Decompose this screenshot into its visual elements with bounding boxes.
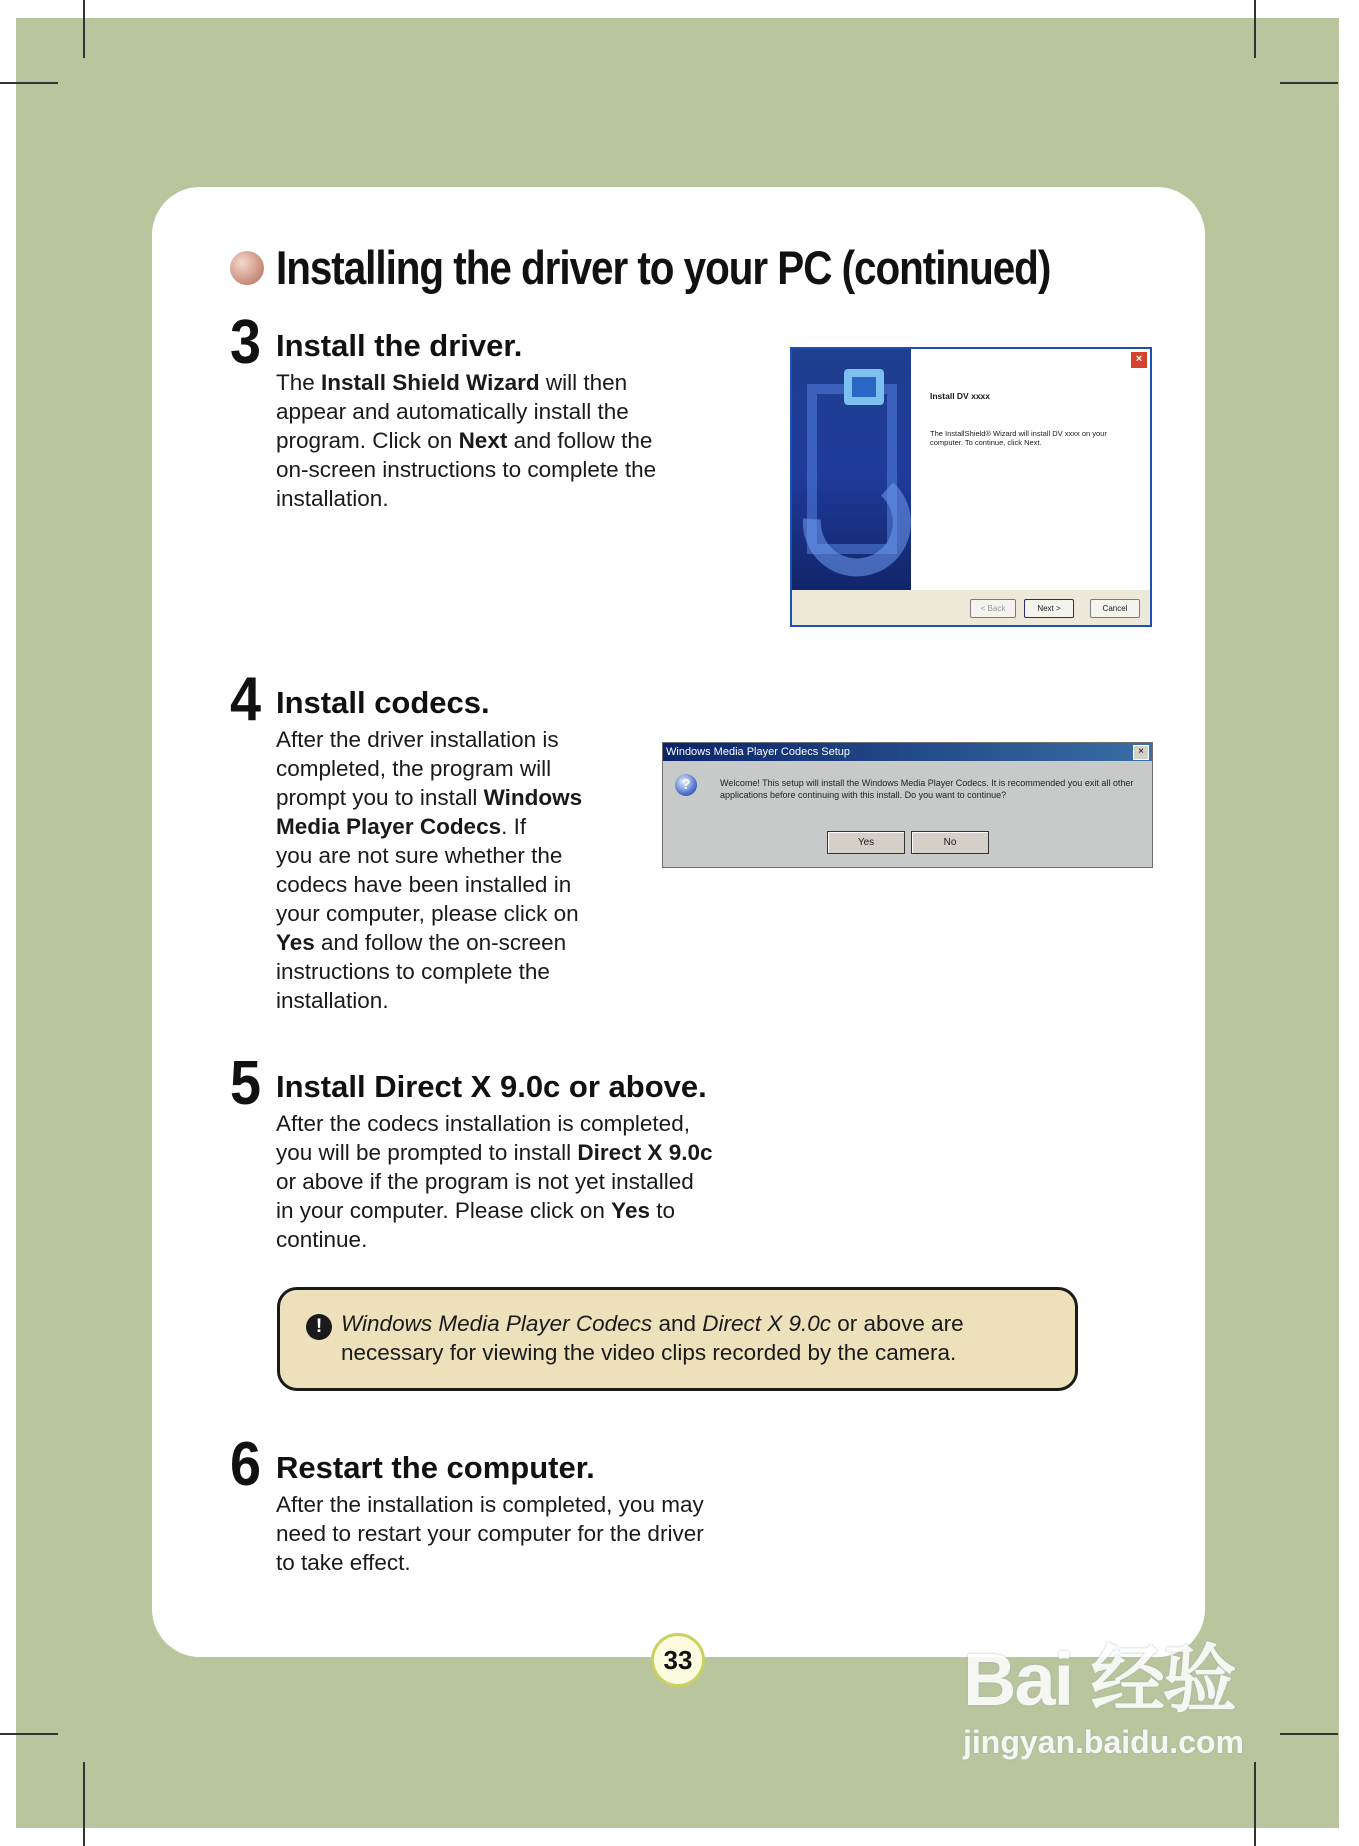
yes-button[interactable]: Yes (827, 831, 905, 854)
close-icon[interactable]: × (1130, 351, 1148, 369)
crop-mark (1280, 1733, 1338, 1735)
back-button[interactable]: < Back (970, 599, 1016, 618)
watermark-brand: Bai 经验 (963, 1638, 1235, 1721)
step-body (276, 368, 656, 513)
dialog-title-bar (663, 743, 1152, 761)
bold-text: Direct X 9.0c (577, 1140, 713, 1165)
body-line: need to restart your computer for the driver (276, 1521, 704, 1546)
step-body (276, 1490, 704, 1577)
crop-mark (83, 1762, 85, 1846)
question-icon: ? (675, 774, 697, 796)
body-line: After the codecs installation is completed, (276, 1111, 690, 1136)
italic-text: Direct X 9.0c (702, 1311, 832, 1336)
step-number: 3 (230, 308, 259, 377)
cancel-button[interactable]: Cancel (1090, 599, 1140, 618)
wizard-content-pane (911, 349, 1150, 590)
bold-text: Windows (483, 785, 583, 810)
wizard-side-graphic (792, 349, 911, 590)
body-line: to take effect. (276, 1550, 411, 1575)
baidu-watermark (963, 1640, 1244, 1761)
install-graphic-icon (792, 349, 911, 590)
step-heading: Install Direct X 9.0c or above. (276, 1069, 707, 1104)
bullet-dot-icon (230, 251, 264, 285)
bold-text: Media Player Codecs (276, 814, 502, 839)
body-line: appear and automatically install the (276, 399, 629, 424)
body-line: program. Click on Next and follow the (276, 428, 653, 453)
body-line: The Install Shield Wizard will then (276, 370, 628, 395)
bold-text: Yes (276, 930, 315, 955)
note-line-1: Windows Media Player Codecs and Direct X 9.0c or above are (341, 1311, 964, 1336)
body-line: in your computer. Please click on Yes to (276, 1198, 675, 1223)
step-heading: Restart the computer. (276, 1450, 595, 1485)
bold-text: Install Shield Wizard (321, 370, 540, 395)
body-line: installation. (276, 988, 389, 1013)
next-button[interactable]: Next > (1024, 599, 1074, 618)
step-heading: Install the driver. (276, 328, 523, 363)
bold-text: Yes (611, 1198, 650, 1223)
dialog-message: Welcome! This setup will install the Windows Media Player Codecs. It is recommended you exit all other applications before continuing with this install. Do you want to continue? (720, 778, 1134, 800)
body-line: your computer, please click on (276, 901, 579, 926)
body-line: After the installation is completed, you may (276, 1492, 704, 1517)
exclamation-icon: ! (306, 1314, 332, 1340)
body-line: or above if the program is not yet installed (276, 1169, 694, 1194)
body-line: you are not sure whether the (276, 843, 563, 868)
body-line: After the driver installation is (276, 727, 559, 752)
body-line: installation. (276, 486, 389, 511)
note-line-2: necessary for viewing the video clips recorded by the camera. (341, 1340, 957, 1365)
dialog-title: Windows Media Player Codecs Setup (666, 746, 851, 758)
page-number: 33 (651, 1633, 705, 1687)
crop-mark (1254, 1762, 1256, 1846)
body-line: on-screen instructions to complete the (276, 457, 657, 482)
note-box (277, 1287, 1078, 1391)
step-heading: Install codecs. (276, 685, 490, 720)
crop-mark (1254, 0, 1256, 58)
step-body (276, 1109, 712, 1254)
crop-mark (1280, 82, 1338, 84)
step-body (276, 725, 582, 1015)
wizard-heading: Install DV xxxx (930, 391, 991, 401)
no-button[interactable]: No (911, 831, 989, 854)
note-text (341, 1309, 964, 1367)
page-title-row (230, 240, 1176, 295)
body-line: instructions to complete the (276, 959, 550, 984)
body-line: completed, the program will (276, 756, 552, 781)
body-line: continue. (276, 1227, 368, 1252)
body-line: Media Player Codecs. If (276, 814, 527, 839)
body-line: you will be prompted to install Direct X 9.0c (276, 1140, 713, 1165)
crop-mark (83, 0, 85, 58)
body-line: codecs have been installed in (276, 872, 572, 897)
watermark-url: jingyan.baidu.com (963, 1724, 1244, 1760)
crop-mark (0, 1733, 58, 1735)
bold-text: Next (458, 428, 508, 453)
installshield-screenshot (790, 347, 1152, 627)
step-number: 5 (230, 1049, 259, 1118)
codecs-screenshot (662, 742, 1153, 868)
wizard-text: The InstallShield® Wizard will install DV xxxx on your computer. To continue, click Next. (930, 429, 1107, 447)
close-icon[interactable]: × (1133, 745, 1149, 760)
step-number: 6 (230, 1430, 259, 1499)
crop-mark (0, 82, 58, 84)
italic-text: Windows Media Player Codecs (341, 1311, 653, 1336)
page-title: Installing the driver to your PC (continued) (276, 241, 1051, 294)
body-line: prompt you to install Windows (276, 785, 583, 810)
body-line: Yes and follow the on-screen (276, 930, 567, 955)
step-number: 4 (230, 665, 259, 734)
